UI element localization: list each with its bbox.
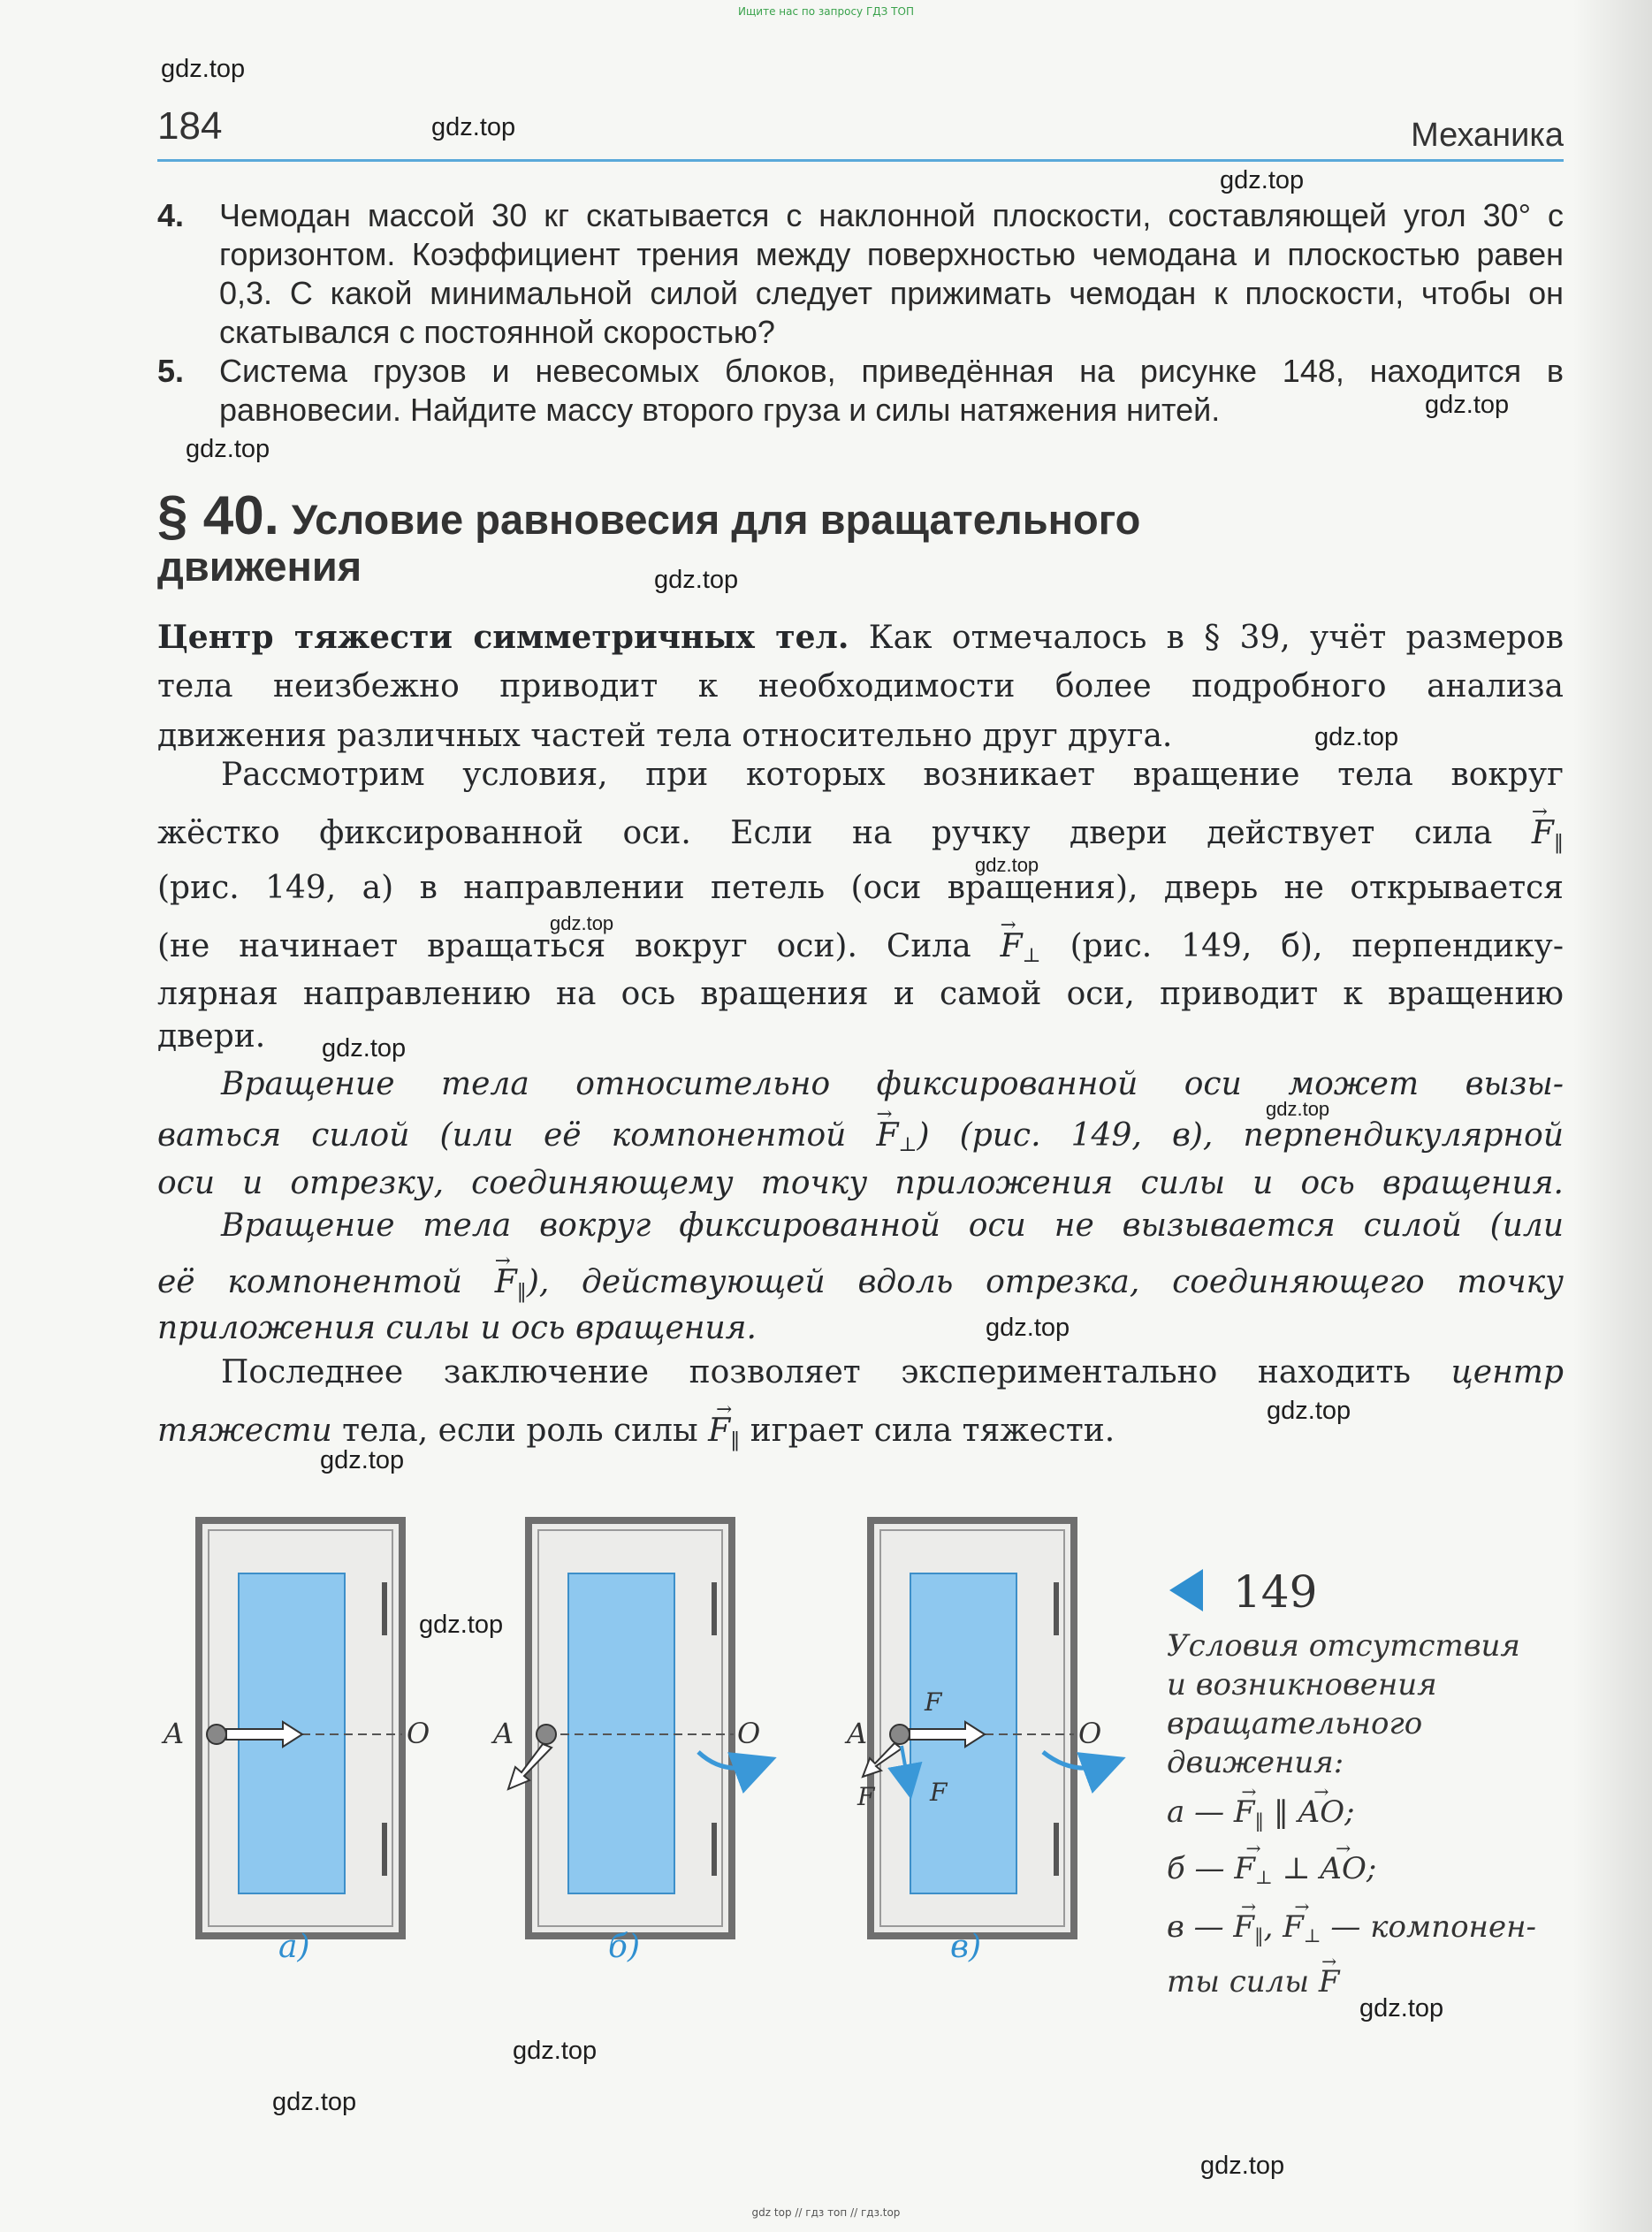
point-o-label: O <box>1078 1717 1102 1750</box>
symbol: ‖ <box>1553 831 1564 855</box>
body-line: лярная направлению на ось вращения и самой оси, приводит к вращению <box>157 976 1564 1012</box>
symbol: F <box>1233 1794 1255 1830</box>
body-line: (рис. 149, а) в направлении петель (оси вращения), дверь не открывается <box>157 870 1564 906</box>
symbol: F <box>494 1264 517 1300</box>
figure-caption-line: вращательного <box>1167 1706 1423 1741</box>
text: ; <box>1344 1794 1355 1830</box>
watermark: gdz.top <box>975 854 1039 876</box>
symbol: F <box>1233 1909 1255 1945</box>
figure-149-doors <box>150 1494 1158 1989</box>
watermark: gdz.top <box>986 1314 1070 1342</box>
watermark: gdz.top <box>186 435 270 463</box>
watermark: gdz.top <box>1425 391 1510 419</box>
text: (не начинает вращаться вокруг оси). Сила <box>157 928 971 964</box>
symbol: ‖ <box>516 1280 527 1304</box>
text: ваться силой (или её компонентой <box>157 1117 847 1154</box>
problem-number: 5. <box>157 353 185 389</box>
text: жёстко фиксированной оси. Если на ручку двери действует сила <box>157 815 1493 851</box>
symbol: ⊥ <box>1254 1865 1273 1888</box>
page-edge-shadow <box>1572 0 1652 2232</box>
symbol: ‖ <box>1254 1923 1264 1946</box>
symbol: ‖ <box>1273 1794 1289 1830</box>
watermark: gdz.top <box>431 113 516 141</box>
running-head: Механика <box>1411 117 1564 154</box>
section-title <box>157 484 1140 547</box>
watermark: gdz.top <box>1314 723 1399 751</box>
watermark: gdz.top <box>1266 1098 1330 1120</box>
problem-4 <box>157 196 1564 352</box>
point-o-label: O <box>407 1717 430 1750</box>
term: тяжести <box>157 1413 332 1449</box>
body-line <box>157 619 1564 656</box>
subfigure-label-b: б) <box>608 1929 641 1965</box>
text: ), действующей вдоль отрезка, соединяющего точку <box>526 1264 1564 1300</box>
symbol: F <box>708 1413 731 1449</box>
figure-caption-line <box>1167 1909 1582 1946</box>
vector-ao: → AO <box>1298 1794 1344 1830</box>
watermark: gdz.top <box>322 1034 407 1063</box>
vector-f-par <box>708 1413 740 1451</box>
watermark: gdz.top <box>550 912 614 934</box>
figure-caption-line: движения: <box>1167 1745 1344 1780</box>
door-a <box>161 1520 430 1936</box>
problem-number: 4. <box>157 197 185 233</box>
body-line <box>157 928 1564 967</box>
vector-f-perp <box>1001 928 1041 967</box>
problem-text: Чемодан массой 30 кг скатывается с наклонной плоскости, составляющей угол 30° с горизонтом. Коэффициент трения между поверхностью чемодана и плоскостью равен 0,3. С какой минимальной силой следует прижимать чемодан к плоскости, чтобы он скатывался с постоянной скоростью? <box>219 197 1564 350</box>
vector-f-perp <box>1283 1909 1321 1946</box>
vector-f: → F <box>1319 1964 1340 2000</box>
figure-number: 149 <box>1233 1566 1318 1618</box>
symbol: ⊥ <box>1022 944 1041 968</box>
vector-f-perp-label: F <box>857 1782 875 1811</box>
figure-caption-line <box>1167 1964 1582 2000</box>
body-line: Вращение тела вокруг фиксированной оси не вызывается силой (или <box>221 1207 1564 1244</box>
problem-5 <box>157 352 1564 430</box>
symbol: F <box>1283 1909 1304 1945</box>
watermark: gdz.top <box>419 1611 504 1639</box>
text: Как отмечалось в § 39, учёт размеров <box>849 620 1564 656</box>
point-o-label: O <box>737 1717 761 1750</box>
body-line: Вращение тела относительно фиксированной оси может вызы- <box>221 1066 1564 1102</box>
figure-marker-icon <box>1169 1569 1203 1611</box>
bottom-note: gdz top // гдз топ // гдз.top <box>751 2206 901 2219</box>
body-line: тела неизбежно приводит к необходимости более подробного анализа <box>157 668 1564 705</box>
text: играет сила тяжести. <box>750 1413 1115 1449</box>
body-line <box>221 1354 1564 1390</box>
watermark: gdz.top <box>1200 2152 1285 2180</box>
watermark: gdz.top <box>1359 1994 1444 2023</box>
text: (рис. 149, б), перпендику- <box>1070 928 1564 964</box>
text: — компонен- <box>1330 1909 1536 1945</box>
vector-f-par <box>1532 815 1564 854</box>
vector-f-par <box>1234 1794 1264 1832</box>
figure-caption-line: Условия отсутствия <box>1167 1628 1520 1664</box>
point-a-label: A <box>847 1717 868 1750</box>
term: центр <box>1450 1354 1564 1390</box>
figure-caption-line: и возникновения <box>1167 1667 1437 1703</box>
text: ; <box>1366 1851 1377 1886</box>
problem-text: Система грузов и невесомых блоков, приведённая на рисунке 148, находится в равновесии. Найдите массу второго груза и силы натяжения нитей. <box>219 353 1564 428</box>
body-line <box>157 815 1564 854</box>
body-line: движения различных частей тела относительно друг друга. <box>157 718 1173 754</box>
body-line: Рассмотрим условия, при которых возникает вращение тела вокруг <box>221 757 1564 793</box>
point-a-label: A <box>493 1717 514 1750</box>
symbol: ⊥ <box>898 1133 917 1157</box>
vector-f-label: F <box>930 1778 948 1807</box>
symbol: F <box>1234 1851 1255 1886</box>
paragraph-heading: Центр тяжести симметричных тел. <box>157 619 849 656</box>
subfigure-label-c: в) <box>950 1929 981 1965</box>
watermark: gdz.top <box>1220 166 1305 194</box>
section-title-line1: Условие равновесия для вращательного <box>291 496 1141 543</box>
door-c <box>844 1520 1109 1936</box>
page-number: 184 <box>157 104 223 148</box>
subfigure-label-a: а) <box>278 1929 310 1965</box>
header-rule <box>157 159 1564 162</box>
vector-f-perp <box>877 1117 917 1156</box>
symbol: ‖ <box>730 1428 741 1452</box>
body-line: приложения силы и ось вращения. <box>157 1310 757 1346</box>
watermark: gdz.top <box>272 2088 357 2116</box>
body-line <box>157 1264 1564 1303</box>
symbol: F <box>1000 928 1023 964</box>
vector-f-par-label: F <box>925 1687 942 1717</box>
vector-f-perp <box>1234 1851 1272 1888</box>
symbol: ‖ <box>1254 1809 1265 1832</box>
vector-ao: → AO <box>1320 1851 1366 1886</box>
watermark: gdz.top <box>654 566 739 594</box>
symbol: F <box>876 1117 899 1154</box>
watermark: gdz.top <box>161 55 246 83</box>
text: её компонентой <box>157 1264 462 1300</box>
text: Последнее заключение позволяет экспериментально находить <box>221 1354 1412 1390</box>
text: б — <box>1167 1851 1225 1886</box>
section-title-line2: движения <box>157 543 362 590</box>
body-line <box>157 1413 1564 1451</box>
section-mark: § 40. <box>157 485 279 546</box>
symbol: ⊥ <box>1303 1923 1321 1946</box>
figure-caption-line <box>1167 1794 1582 1832</box>
vector-f-par <box>495 1264 527 1303</box>
text: , <box>1263 1909 1274 1945</box>
watermark: gdz.top <box>1267 1397 1351 1425</box>
body-line: двери. <box>157 1018 266 1055</box>
figure-caption-line <box>1167 1851 1582 1888</box>
watermark: gdz.top <box>513 2037 598 2065</box>
door-b <box>491 1520 760 1936</box>
text: а — <box>1167 1794 1225 1830</box>
watermark: gdz.top <box>320 1446 405 1474</box>
text: в — <box>1167 1909 1224 1945</box>
body-line <box>157 1117 1564 1156</box>
symbol: F <box>1531 815 1554 851</box>
point-a-label: A <box>164 1717 185 1750</box>
text: ты силы <box>1167 1964 1310 2000</box>
symbol: ⊥ <box>1282 1851 1311 1886</box>
vector-f-par <box>1233 1909 1263 1946</box>
text: ) (рис. 149, в), перпендикулярной <box>917 1117 1564 1154</box>
text: тела, если роль силы <box>342 1413 698 1449</box>
body-line: оси и отрезку, соединяющему точку приложения силы и ось вращения. <box>157 1165 1564 1201</box>
top-note: Ищите нас по запросу ГДЗ ТОП <box>738 5 914 18</box>
